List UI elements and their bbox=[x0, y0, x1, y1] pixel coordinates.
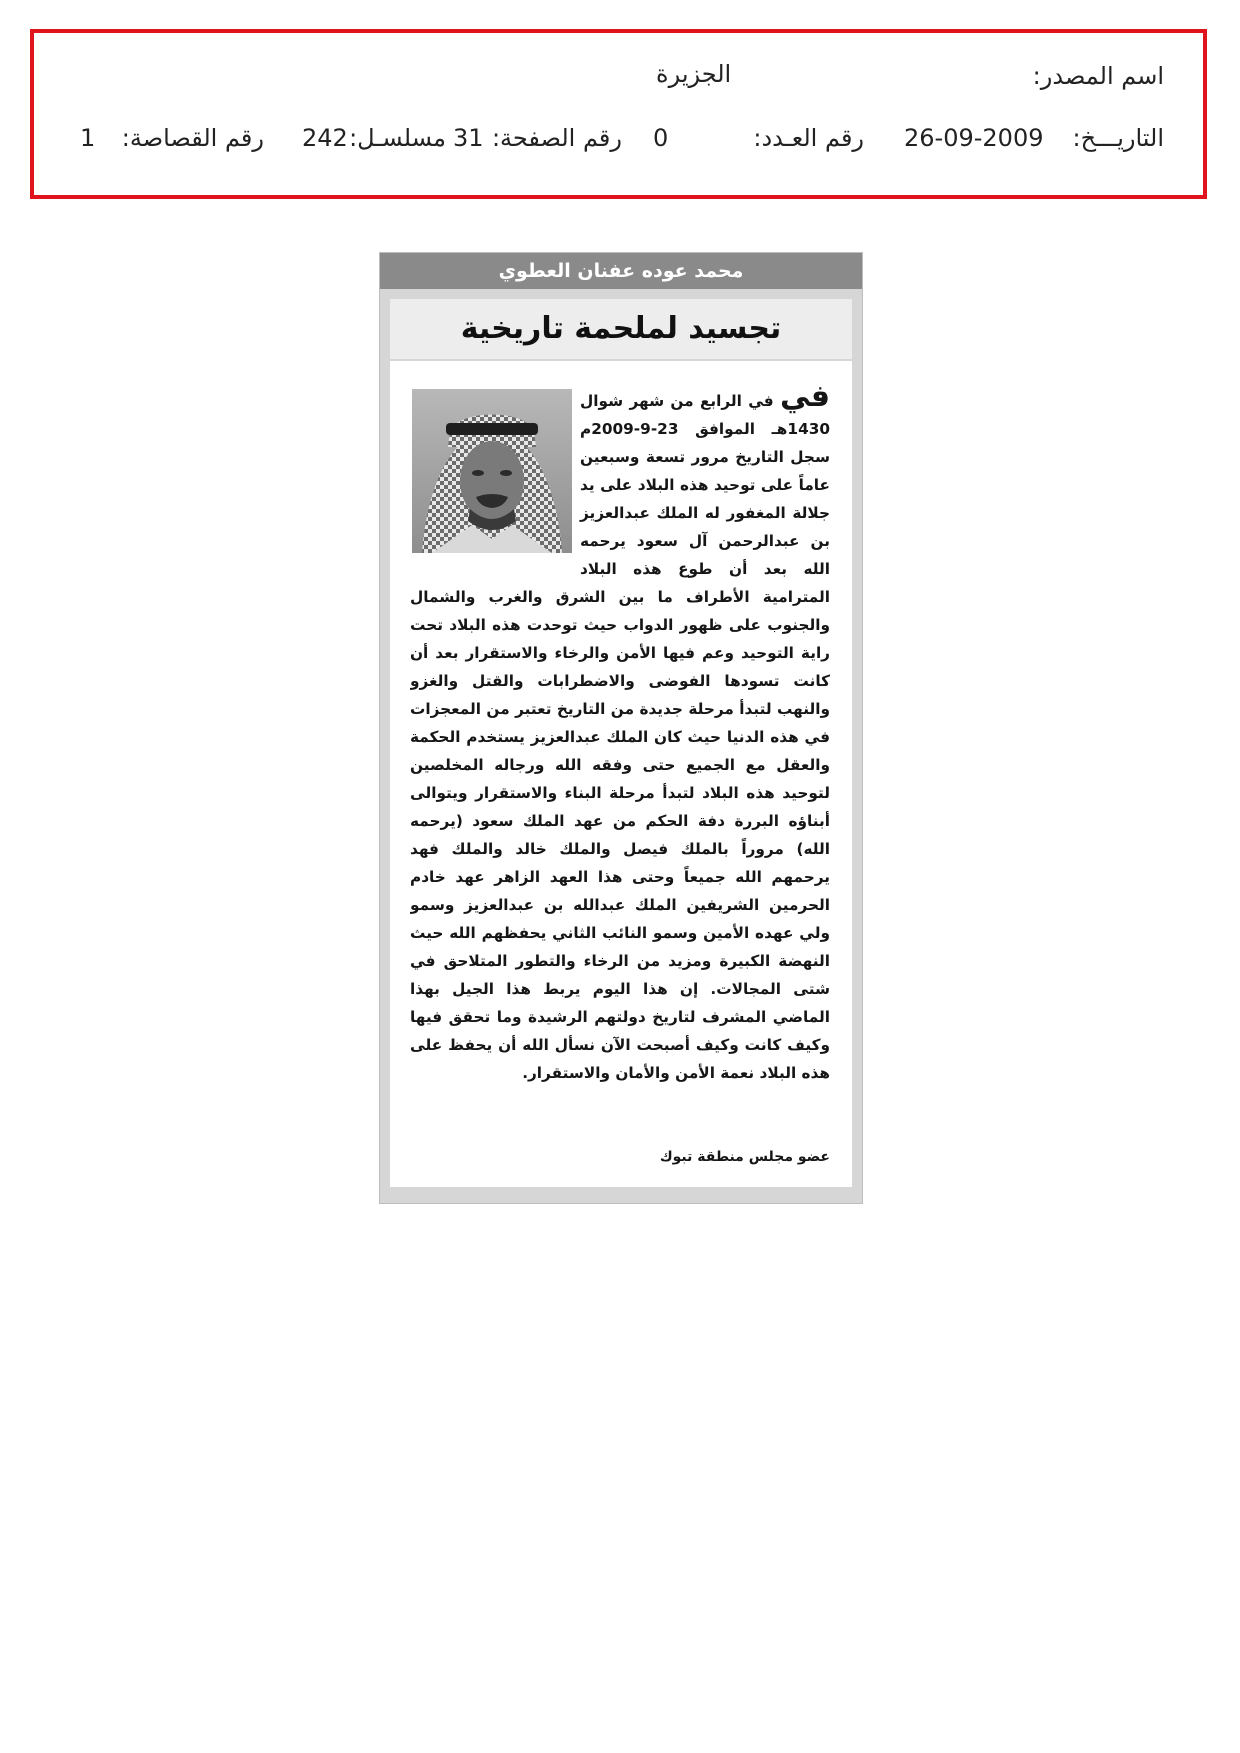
source-value: الجزيرة bbox=[656, 60, 732, 88]
page-label: رقم الصفحة: bbox=[491, 124, 622, 152]
article-body-panel bbox=[390, 361, 852, 1187]
clip-label: رقم القصاصة: bbox=[121, 124, 264, 152]
metadata-frame bbox=[30, 29, 1207, 199]
article-title: تجسيد لملحمة تاريخية bbox=[390, 299, 852, 359]
dropcap: في bbox=[780, 383, 830, 414]
author-byline: محمد عوده عفنان العطوي bbox=[380, 253, 862, 289]
author-signature: عضو مجلس منطقة تبوك bbox=[659, 1149, 830, 1165]
date-label: التاريـــخ: bbox=[1072, 124, 1164, 152]
serial-value: 242 bbox=[302, 124, 348, 152]
serial-label: مسلسـل: bbox=[349, 124, 446, 152]
page-value: 31 bbox=[453, 124, 484, 152]
newspaper-clipping bbox=[379, 252, 863, 1204]
photo-spacer bbox=[410, 383, 580, 571]
issue-value: 0 bbox=[653, 124, 669, 152]
article-body: في الرابع من شهر شوال 1430هـ الموافق 23-9-2009م سجل التاريخ مرور تسعة وسبعين عاماً على توحيد هذه البلاد على يد جلالة المغفور له الملك عبدالعزيز بن عبدالرحمن آل سعود يرحمه الله بعد أن طوع هذه البلاد المترامية الأطراف ما بين الشرق والغرب والشمال والجنوب على ظهور الدواب حيث توحدت هذه البلاد تحت راية التوحيد وعم فيها الأمن والرخاء والاستقرار بعد أن كانت تسودها الفوضى والاضطرابات والقتل والغزو والنهب لتبدأ مرحلة جديدة من التاريخ تعتبر من المعجزات في هذه الدنيا حيث كان الملك عبدالعزيز يستخدم الحكمة والعقل مع الجميع حتى وفقه الله ورجاله المخلصين لتوحيد هذه البلاد لتبدأ مرحلة البناء والاستقرار ويتوالى أبناؤه البررة دفة الحكم من عهد الملك سعود (يرحمه الله) مروراً بالملك فيصل والملك خالد والملك فهد يرحمهم الله جميعاً وحتى هذا العهد الزاهر عهد خادم الحرمين الشريفين الملك عبدالله بن عبدالعزيز وسمو ولي عهده الأمين وسمو النائب الثاني يحفظهم الله حيث النهضة الكبيرة ومزيد من الرخاء والتطور المتلاحق في شتى المجالات. إن هذا اليوم يربط هذا الجيل بهذا الماضي المشرف لتاريخ دولتهم الرشيدة وما تحقق فيها وكيف كانت وكيف أصبحت الآن نسأل الله أن يحفظ على هذه البلاد نعمة الأمن والأمان والاستقرار. bbox=[410, 392, 830, 1082]
clip-value: 1 bbox=[80, 124, 96, 152]
issue-label: رقم العـدد: bbox=[753, 124, 864, 152]
source-label: اسم المصدر: bbox=[1032, 62, 1164, 90]
article-text bbox=[410, 383, 830, 1143]
date-value: 26-09-2009 bbox=[904, 124, 1044, 152]
